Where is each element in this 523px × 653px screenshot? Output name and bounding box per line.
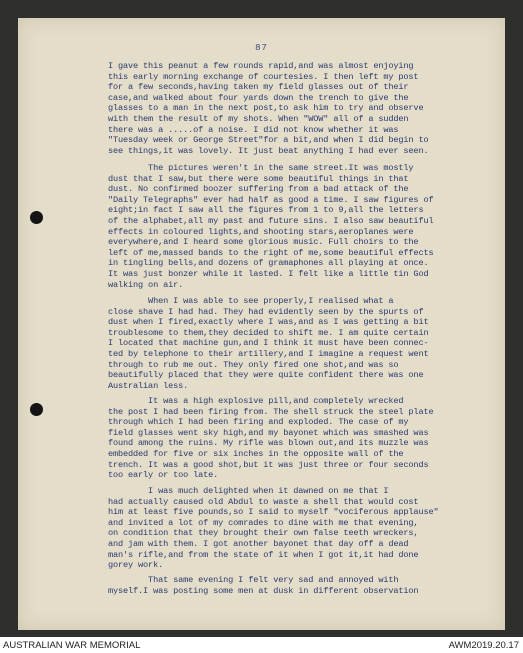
- paragraph-3: When I was able to see properly,I realised what a close shave I had had. They had evidently seen by the spurts of dust when I fired,exactly where I was,and as I was getting a bit troublesome to them,they decided to shift me. I am quite certain I located that machine gun,and I think it must have been connec- ted by telephone to their artillery,and I imagine a request went through to rub me out. They only fired one shot,and was so beautifully placed that they were quite confident there was one Australian less.: [108, 296, 429, 391]
- paragraph-2: The pictures weren't in the same street.It was mostly dust that I saw,but there were some beautiful things in that dust. No confirmed boozer suffering from a bad attack of the "Daily Telegraphs" ever had half as good a time. I saw figures of eight;in fact I saw all the figures from 1 to 9,all the letters of the alphabet,all my past and future sins. I also saw beautiful effects in coloured lights,and shooting stars,aeroplanes were everywhere,and I heard some glorious music. Full choirs to the left of me,massed bands to the right of me,some beautiful effects in tingling bells,and dozens of gramaphones all playing at once. It was just bonzer while it lasted. I felt like a little tin God walking on air.: [108, 163, 434, 290]
- paragraph-1: I gave this peanut a few rounds rapid,and was almost enjoying this early morning exchange of courtesies. I then left my post for a few seconds,having taken my field glasses out of their case,and walked about four yards down the trench to give the glasses to a man in the next post,to ask him to try and observe with them the result of my shots. When "WOW" all of a sudden there was a .....of a noise. I did not know whether it was "Tuesday week or George Street"for a bit,and when I did begin to see things,it was lovely. It just beat anything I had ever seen.: [108, 61, 429, 156]
- page-number: 87: [255, 43, 268, 53]
- archive-footer: [0, 637, 523, 653]
- paragraph-4: It was a high explosive pill,and completely wrecked the post I had been firing from. The shell struck the steel plate through which I had been firing and exploded. The case of my field glasses went sky high,and my bayonet which was smashed was found among the ruins. My rifle was blown out,and its muzzle was embedded for five or six inches in the opposite wall of the trench. It was a good shot,but it was just three or four seconds too early or too late.: [108, 396, 434, 481]
- punch-hole-upper: [30, 211, 43, 224]
- archive-name: AUSTRALIAN WAR MEMORIAL: [3, 640, 141, 651]
- paragraph-6: That same evening I felt very sad and annoyed with myself.I was posting some men at dusk in different observation: [108, 575, 419, 596]
- punch-hole-lower: [30, 403, 43, 416]
- paragraph-5: I was much delighted when it dawned on me that I had actually caused old Abdul to waste a shell that would cost him at least five pounds,so I said to myself "vociferous applause" and invited a lot of my comrades to dine with me that evening, on condition that they brought their own false teeth wreckers, and jam with them. I got another bayonet that day off a dead man's rifle,and from the state of it when I got it,it had done gorey work.: [108, 486, 439, 571]
- catalogue-number: AWM2019.20.17: [448, 640, 519, 651]
